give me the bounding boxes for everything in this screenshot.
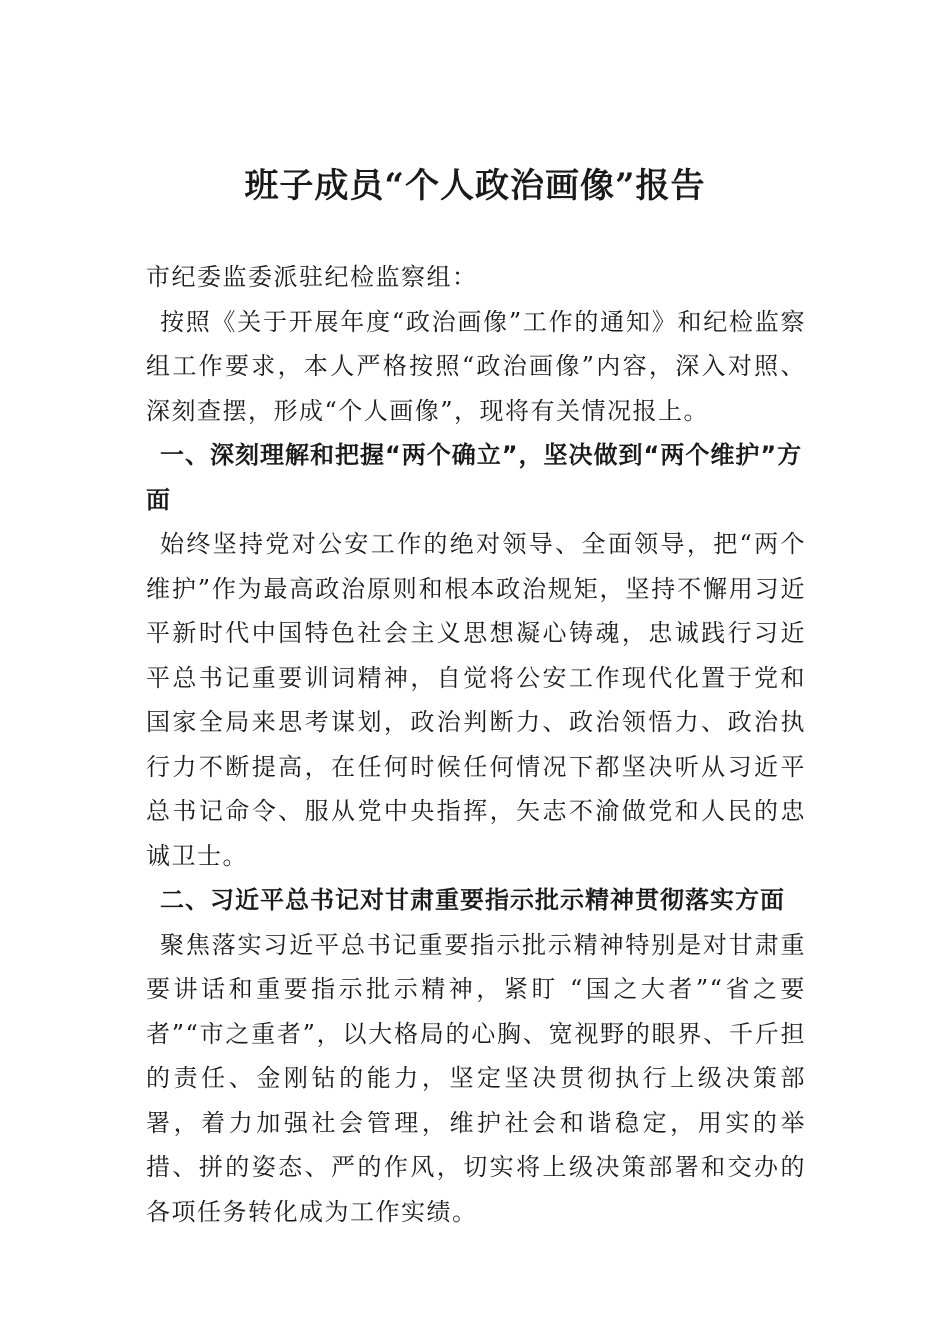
- document-body: [146, 255, 806, 1234]
- section-heading: 一、深刻理解和把握“两个确立”，坚决做到“两个维护”方面: [146, 441, 803, 514]
- section-body: 聚焦落实习近平总书记重要指示批示精神特别是对甘肃重要讲话和重要指示批示精神，紧盯 “国之大者”“省之要者”“市之重者”，以大格局的心胸、宽视野的眼界、千斤担的责任、金刚钻的能力，坚定坚决贯彻执行上级决策部署，着力加强社会管理，维护社会和谐稳定，用实的举措、拼的姿态、严的作风，切实将上级决策部署和交办的各项任务转化成为工作实绩。: [146, 930, 806, 1226]
- intro-paragraph: 按照《关于开展年度“政治画像”工作的通知》和纪检监察组工作要求，本人严格按照“政治画像”内容，深入对照、深刻查摆，形成“个人画像”，现将有关情况报上。: [146, 307, 806, 425]
- section-body: 始终坚持党对公安工作的绝对领导、全面领导，把“两个维护”作为最高政治原则和根本政治规矩，坚持不懈用习近平新时代中国特色社会主义思想凝心铸魂，忠诚践行习近平总书记重要训词精神，自觉将公安工作现代化置于党和国家全局来思考谋划，政治判断力、政治领悟力、政治执行力不断提高，在任何时候任何情况下都坚决听从习近平总书记命令、服从党中央指挥，矢志不渝做党和人民的忠诚卫士。: [146, 530, 806, 870]
- section-1: [146, 433, 806, 878]
- salutation: 市纪委监委派驻纪检监察组：: [146, 263, 478, 291]
- document-title: 班子成员“个人政治画像”报告: [244, 166, 706, 206]
- section-2: [146, 878, 806, 1234]
- section-heading: 二、习近平总书记对甘肃重要指示批示精神贯彻落实方面: [160, 886, 785, 914]
